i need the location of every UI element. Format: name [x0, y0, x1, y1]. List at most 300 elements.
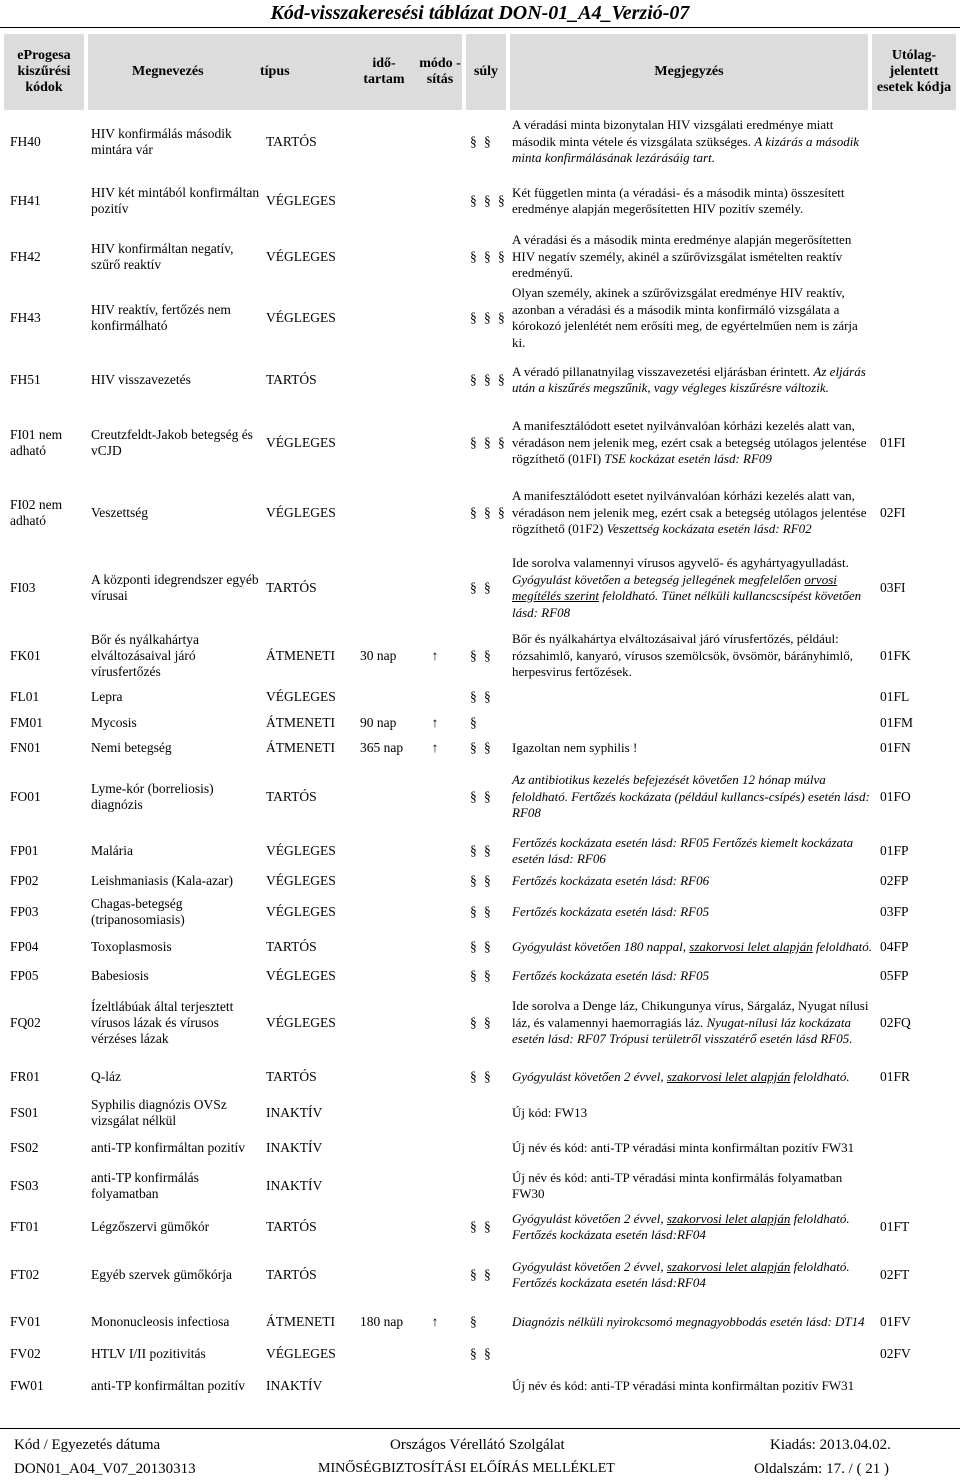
- row-code: FH40: [10, 134, 41, 149]
- row-weight: [470, 408, 510, 478]
- row-code: FM01: [10, 715, 44, 730]
- row-duration: [360, 352, 416, 408]
- row-code: FP02: [10, 873, 39, 888]
- note-segment: TSE kockázat esetén lásd: RF09: [604, 451, 772, 467]
- note-segment: Ide sorolva valamennyi vírusos agyvelő- és agyhártyagyulladást.: [512, 555, 849, 570]
- weight-marks: § §: [470, 873, 491, 888]
- row-later-code: [880, 1096, 940, 1130]
- row-mode-arrow: [420, 1342, 450, 1366]
- row-mode-arrow: [420, 478, 450, 548]
- weight-marks: § §: [470, 134, 491, 149]
- row-duration: [360, 1096, 416, 1130]
- row-duration: [360, 988, 416, 1058]
- row-note: [512, 1302, 872, 1342]
- row-type: VÉGLEGES: [266, 904, 336, 919]
- row-name: Mononucleosis infectiosa: [91, 1314, 230, 1329]
- note-text: [512, 631, 872, 681]
- row-later-code: 01FP: [880, 843, 909, 858]
- note-text: [512, 1105, 587, 1122]
- note-segment: A véradási minta bizonytalan HIV vizsgálati eredménye miatt második minta vétele és vizsgálata szükséges.: [512, 117, 834, 149]
- row-later-code: 01FN: [880, 740, 911, 755]
- row-name: HIV konfirmálás második mintára vár: [91, 126, 232, 157]
- row-note: [512, 112, 872, 172]
- footer-doc-type: MINŐSÉGBIZTOSÍTÁSI ELŐÍRÁS MELLÉKLET: [318, 1461, 615, 1476]
- table-row: [0, 930, 960, 964]
- weight-marks: § §: [470, 1346, 491, 1361]
- header-weight: súly: [466, 34, 506, 110]
- row-weight: [470, 1366, 510, 1406]
- row-code: FP05: [10, 968, 39, 983]
- row-mode-arrow: [420, 988, 450, 1058]
- weight-marks: § § §: [470, 372, 505, 387]
- note-segment: Gyógyulást követően 2 évvel,: [512, 1068, 667, 1084]
- row-type: VÉGLEGES: [266, 193, 336, 208]
- row-type: VÉGLEGES: [266, 435, 336, 450]
- row-later-code: 01FT: [880, 1219, 910, 1234]
- row-note: [512, 548, 872, 628]
- note-segment: feloldható. Tünet nélküli kullancscsípést követően lásd: RF08: [512, 588, 862, 620]
- row-code: FQ02: [10, 1015, 41, 1030]
- row-weight: [470, 834, 510, 868]
- row-weight: [470, 868, 510, 894]
- row-note: [512, 478, 872, 548]
- row-duration: [360, 1366, 416, 1406]
- weight-marks: § § §: [470, 435, 505, 450]
- table-header: [0, 28, 960, 112]
- table-row: [0, 834, 960, 868]
- row-name: HTLV I/II pozitivitás: [91, 1346, 206, 1361]
- row-weight: [470, 988, 510, 1058]
- row-mode-arrow: ↑: [431, 715, 439, 730]
- row-duration: 365 nap: [360, 740, 404, 755]
- row-type: VÉGLEGES: [266, 873, 336, 888]
- row-type: VÉGLEGES: [266, 843, 336, 858]
- row-duration: [360, 1166, 416, 1206]
- row-code: FW01: [10, 1378, 44, 1393]
- weight-marks: §: [470, 1314, 477, 1329]
- note-text: [512, 418, 872, 468]
- row-mode-arrow: [420, 1166, 450, 1206]
- footer-page-number: Oldalszám: 17. / ( 21 ): [754, 1461, 889, 1477]
- table-row: [0, 1366, 960, 1406]
- row-weight: [470, 894, 510, 930]
- row-weight: [470, 628, 510, 684]
- row-weight: [470, 352, 510, 408]
- weight-marks: § §: [470, 689, 491, 704]
- row-name: HIV konfirmáltan negatív, szűrő reaktív: [91, 241, 234, 272]
- row-note: [512, 684, 872, 710]
- note-segment: Új kód: FW13: [512, 1104, 588, 1120]
- weight-marks: § §: [470, 1267, 491, 1282]
- row-mode-arrow: [420, 352, 450, 408]
- footer-doc-code: DON01_A04_V07_20130313: [14, 1461, 196, 1477]
- note-segment: Nyugat-nílusi láz kockázata esetén lásd: RF07 Trópusi területről visszatérő esetén lásd RF05.: [512, 1014, 853, 1047]
- row-name: Malária: [91, 843, 133, 858]
- row-type: ÁTMENETI: [266, 1314, 335, 1329]
- note-segment: feloldható. Fertőzés kockázata esetén lásd:RF04: [512, 1258, 850, 1290]
- row-name: Babesiosis: [91, 968, 149, 983]
- row-note: [512, 930, 872, 964]
- table-row: [0, 1166, 960, 1206]
- row-name: anti-TP konfirmálás folyamatban: [91, 1170, 199, 1201]
- row-mode-arrow: [420, 1058, 450, 1096]
- row-type: ÁTMENETI: [266, 648, 335, 663]
- row-mode-arrow: [420, 1096, 450, 1130]
- row-later-code: 02FP: [880, 873, 909, 888]
- header-name: Megnevezés: [132, 64, 204, 79]
- note-segment: Gyógyulást követően 2 évvel,: [512, 1258, 667, 1274]
- row-type: ÁTMENETI: [266, 715, 335, 730]
- weight-marks: § § §: [470, 193, 505, 208]
- row-note: [512, 230, 872, 284]
- row-name: Creutzfeldt-Jakob betegség és vCJD: [91, 427, 253, 458]
- weight-marks: § §: [470, 968, 491, 983]
- note-segment: orvosi megítélés szerint: [512, 571, 837, 603]
- row-weight: [470, 230, 510, 284]
- weight-marks: § §: [470, 939, 491, 954]
- row-code: FI03: [10, 580, 36, 595]
- row-code: FP01: [10, 843, 39, 858]
- row-weight: [470, 1206, 510, 1248]
- row-note: [512, 172, 872, 230]
- row-type: TARTÓS: [266, 1267, 317, 1282]
- row-code: FH43: [10, 310, 41, 325]
- table-row: [0, 964, 960, 988]
- row-weight: [470, 1096, 510, 1130]
- row-code: FS01: [10, 1105, 39, 1120]
- row-duration: [360, 1206, 416, 1248]
- row-weight: [470, 1166, 510, 1206]
- note-segment: Fertőzés kockázata esetén lásd: RF05 Fertőzés kiemelt kockázata esetén lásd: RF06: [512, 834, 854, 866]
- note-segment: feloldható.: [790, 1068, 850, 1084]
- note-segment: A véradó pillanatnyilag visszavezetési eljárásban érintett.: [512, 363, 814, 379]
- weight-marks: § §: [470, 904, 491, 919]
- row-name: Ízeltlábúak által terjesztett vírusos lázak és vírusos vérzéses lázak: [91, 999, 234, 1046]
- row-weight: [470, 1342, 510, 1366]
- row-code: FI01 nem adható: [10, 427, 63, 458]
- note-text: [512, 1140, 854, 1157]
- note-segment: Az eljárás után a kiszűrés megszűnik, vagy végleges kiszűrésre változik.: [512, 363, 866, 395]
- row-name: Nemi betegség: [91, 740, 172, 755]
- row-later-code: 01FO: [880, 789, 911, 804]
- row-mode-arrow: [420, 834, 450, 868]
- note-text: [512, 232, 872, 282]
- row-note: [512, 834, 872, 868]
- row-type: VÉGLEGES: [266, 310, 336, 325]
- weight-marks: § §: [470, 843, 491, 858]
- row-duration: [360, 172, 416, 230]
- row-mode-arrow: [420, 284, 450, 352]
- row-later-code: [880, 230, 940, 284]
- row-code: FH51: [10, 372, 41, 387]
- row-name: HIV reaktív, fertőzés nem konfirmálható: [91, 302, 231, 333]
- row-later-code: [880, 1166, 940, 1206]
- note-text: [512, 117, 872, 167]
- row-type: INAKTÍV: [266, 1140, 323, 1155]
- row-mode-arrow: [420, 930, 450, 964]
- note-segment: Gyógyulást követően 2 évvel,: [512, 1210, 667, 1226]
- row-mode-arrow: ↑: [431, 1314, 439, 1329]
- row-code: FT01: [10, 1219, 40, 1234]
- table-row: [0, 230, 960, 284]
- row-later-code: 02FI: [880, 505, 906, 520]
- note-segment: feloldható.: [812, 938, 872, 954]
- note-text: [512, 939, 872, 956]
- row-note: [512, 710, 872, 736]
- row-duration: [360, 478, 416, 548]
- row-duration: [360, 1342, 416, 1366]
- row-duration: [360, 1248, 416, 1302]
- note-text: [512, 968, 709, 985]
- row-code: FH42: [10, 249, 41, 264]
- note-text: [512, 1314, 865, 1331]
- note-segment: Fertőzés kockázata esetén lásd: RF06: [512, 872, 710, 888]
- row-type: TARTÓS: [266, 1069, 317, 1084]
- note-text: [512, 740, 637, 757]
- row-name: Bőr és nyálkahártya elváltozásaival járó vírusfertőzés: [91, 632, 199, 679]
- row-type: VÉGLEGES: [266, 1015, 336, 1030]
- row-type: VÉGLEGES: [266, 249, 336, 264]
- row-type: TARTÓS: [266, 580, 317, 595]
- row-name: Légzőszervi gümőkór: [91, 1219, 210, 1234]
- row-later-code: [880, 284, 940, 352]
- note-text: [512, 555, 872, 621]
- row-code: FR01: [10, 1069, 41, 1084]
- row-code: FL01: [10, 689, 40, 704]
- header-code: eProgesa kiszűrési kódok: [4, 34, 84, 110]
- row-duration: [360, 868, 416, 894]
- note-segment: Az antibiotikus kezelés befejezését követően 12 hónap múlva feloldható. Fertőzés kockázata (például kullancs-csípés) esetén lásd: RF08: [512, 772, 870, 821]
- row-note: [512, 1206, 872, 1248]
- row-mode-arrow: [420, 1206, 450, 1248]
- row-name: Chagas-betegség (tripanosomiasis): [91, 896, 185, 927]
- row-duration: [360, 1058, 416, 1096]
- row-weight: [470, 964, 510, 988]
- footer-issue-date: Kiadás: 2013.04.02.: [770, 1437, 891, 1453]
- row-note: [512, 964, 872, 988]
- row-code: FV02: [10, 1346, 41, 1361]
- row-mode-arrow: ↑: [431, 648, 439, 663]
- row-weight: [470, 548, 510, 628]
- note-text: [512, 1259, 872, 1292]
- row-code: FV01: [10, 1314, 41, 1329]
- row-duration: 90 nap: [360, 715, 397, 730]
- row-mode-arrow: [420, 868, 450, 894]
- row-name: Toxoplasmosis: [91, 939, 172, 954]
- table-row: [0, 112, 960, 172]
- row-note: [512, 408, 872, 478]
- row-note: [512, 736, 872, 760]
- row-later-code: 01FV: [880, 1314, 911, 1329]
- weight-marks: §: [470, 715, 477, 730]
- footer-code-label: Kód / Egyezetés dátuma: [14, 1437, 161, 1453]
- note-text: [512, 904, 709, 921]
- row-weight: [470, 710, 510, 736]
- table-row: [0, 408, 960, 478]
- row-later-code: [880, 1366, 940, 1406]
- note-segment: Olyan személy, akinek a szűrővizsgálat eredménye HIV reaktív, azonban a véradási és a második minta konfirmáló vizsgálata a kórokozó jelenlétét nem erősíti meg, de egyértelműen nem is zárja ki.: [512, 285, 858, 350]
- header-mode: módo -sítás: [419, 56, 461, 87]
- row-note: [512, 352, 872, 408]
- note-segment: szakorvosi lelet alapján: [666, 1068, 791, 1084]
- row-code: FP04: [10, 939, 39, 954]
- row-weight: [470, 1130, 510, 1166]
- row-weight: [470, 478, 510, 548]
- row-name: Egyéb szervek gümőkórja: [91, 1267, 232, 1282]
- row-duration: [360, 548, 416, 628]
- note-segment: Bőr és nyálkahártya elváltozásaival járó vírusfertőzés, például: rózsahimlő, kanyaró, vírusos szemölcsök, övsömör, bárányhimlő, herpesvirus fertőzések.: [512, 631, 854, 680]
- row-name: HIV két mintából konfirmáltan pozitív: [91, 185, 260, 216]
- table-row: [0, 760, 960, 834]
- row-weight: [470, 930, 510, 964]
- note-segment: Ide sorolva a Denge láz, Chikungunya vírus, Sárgaláz, Nyugat nílusi láz, és valamennyi haemorragiás láz.: [512, 998, 869, 1030]
- weight-marks: § §: [470, 740, 491, 755]
- row-note: [512, 284, 872, 352]
- row-type: INAKTÍV: [266, 1378, 323, 1393]
- table-row: [0, 284, 960, 352]
- note-segment: Igazoltan nem syphilis !: [512, 739, 638, 755]
- note-text: [512, 835, 872, 868]
- row-name: Leishmaniasis (Kala-azar): [91, 873, 234, 888]
- row-type: TARTÓS: [266, 134, 317, 149]
- table-row: [0, 710, 960, 736]
- table-row: [0, 1342, 960, 1366]
- row-name: anti-TP konfirmáltan pozitív: [91, 1378, 245, 1393]
- table-row: [0, 1302, 960, 1342]
- table-row: [0, 478, 960, 548]
- note-segment: szakorvosi lelet alapján: [666, 1210, 791, 1226]
- row-type: VÉGLEGES: [266, 968, 336, 983]
- row-duration: [360, 930, 416, 964]
- row-type: VÉGLEGES: [266, 1346, 336, 1361]
- row-mode-arrow: [420, 964, 450, 988]
- row-weight: [470, 1302, 510, 1342]
- row-note: [512, 868, 872, 894]
- weight-marks: § §: [470, 1219, 491, 1234]
- row-note: [512, 1342, 872, 1366]
- note-segment: szakorvosi lelet alapján: [689, 938, 813, 954]
- row-type: TARTÓS: [266, 372, 317, 387]
- note-segment: A manifesztálódott esetet nyilvánvalóan kórházi kezelés alatt van, véradáson nem jelenik meg, ezért csak a betegség utólagos jelentése rögzíthető (01F2): [512, 488, 867, 537]
- note-text: [512, 998, 872, 1048]
- weight-marks: § § §: [470, 249, 505, 264]
- note-segment: szakorvosi lelet alapján: [666, 1258, 791, 1274]
- note-segment: A véradási és a második minta eredménye alapján megerősítetten HIV negatív személy, akinél a szűrővizsgálat ismételten reaktív eredményű.: [512, 232, 852, 281]
- row-duration: [360, 684, 416, 710]
- row-mode-arrow: [420, 408, 450, 478]
- row-mode-arrow: [420, 894, 450, 930]
- note-segment: A kizárás a második minta konfirmálásának lezárásáig tart.: [512, 133, 860, 166]
- row-note: [512, 1058, 872, 1096]
- note-segment: Fertőzés kockázata esetén lásd: RF05: [512, 967, 710, 983]
- row-duration: 180 nap: [360, 1314, 404, 1329]
- document-title: Kód-visszakeresési táblázat DON-01_A4_Verzió-07: [270, 2, 690, 24]
- note-segment: Két független minta (a véradási- és a második minta) összesített eredménye alapján megerősítetten HIV pozitív személy.: [512, 184, 845, 216]
- note-text: [512, 364, 872, 397]
- row-later-code: 01FR: [880, 1069, 911, 1084]
- row-type: VÉGLEGES: [266, 689, 336, 704]
- row-type: INAKTÍV: [266, 1178, 323, 1193]
- row-type: VÉGLEGES: [266, 505, 336, 520]
- note-segment: Veszettség kockázata esetén lásd: RF02: [606, 521, 812, 537]
- row-code: FP03: [10, 904, 39, 919]
- row-weight: [470, 1248, 510, 1302]
- row-code: FN01: [10, 740, 41, 755]
- row-note: [512, 894, 872, 930]
- table-row: [0, 684, 960, 710]
- row-later-code: [880, 1130, 940, 1166]
- row-duration: [360, 964, 416, 988]
- table-row: [0, 1248, 960, 1302]
- row-mode-arrow: [420, 760, 450, 834]
- row-duration: [360, 408, 416, 478]
- row-note: [512, 1366, 872, 1406]
- row-later-code: 02FQ: [880, 1015, 911, 1030]
- row-code: FI02 nem adható: [10, 497, 63, 528]
- table-row: [0, 628, 960, 684]
- row-name: Lepra: [91, 689, 123, 704]
- note-text: [512, 772, 872, 822]
- row-code: FH41: [10, 193, 41, 208]
- table-row: [0, 548, 960, 628]
- table-row: [0, 172, 960, 230]
- row-duration: [360, 834, 416, 868]
- table-row: [0, 352, 960, 408]
- row-code: FS03: [10, 1178, 39, 1193]
- row-later-code: 04FP: [880, 939, 909, 954]
- row-note: [512, 1130, 872, 1166]
- row-mode-arrow: [420, 548, 450, 628]
- note-segment: Gyógyulást követően a betegség jellegének megfelelően: [512, 571, 805, 587]
- table-row: [0, 868, 960, 894]
- row-mode-arrow: [420, 112, 450, 172]
- note-text: [512, 873, 709, 890]
- row-code: FO01: [10, 789, 41, 804]
- row-code: FT02: [10, 1267, 40, 1282]
- footer-organization: Országos Vérellátó Szolgálat: [390, 1437, 565, 1453]
- row-type: ÁTMENETI: [266, 740, 335, 755]
- note-segment: Fertőzés kockázata esetén lásd: RF05: [512, 903, 710, 919]
- note-text: [512, 1378, 854, 1395]
- row-later-code: [880, 112, 940, 172]
- row-later-code: 03FI: [880, 580, 906, 595]
- row-later-code: 05FP: [880, 968, 909, 983]
- row-weight: [470, 284, 510, 352]
- row-name: Lyme-kór (borreliosis) diagnózis: [91, 781, 214, 812]
- weight-marks: § §: [470, 1015, 491, 1030]
- row-code: FK01: [10, 648, 41, 663]
- row-name: A központi idegrendszer egyéb vírusai: [91, 572, 259, 603]
- row-later-code: [880, 352, 940, 408]
- row-note: [512, 1096, 872, 1130]
- note-text: [512, 488, 872, 538]
- table-row: [0, 1096, 960, 1130]
- note-segment: Gyógyulást követően 180 nappal,: [512, 938, 690, 954]
- weight-marks: § §: [470, 648, 491, 663]
- note-segment: Diagnózis nélküli nyirokcsomó megnagyobbodás esetén lásd: DT14: [512, 1313, 865, 1329]
- weight-marks: § § §: [470, 505, 505, 520]
- row-type: INAKTÍV: [266, 1105, 323, 1120]
- weight-marks: § § §: [470, 310, 505, 325]
- row-mode-arrow: [420, 1366, 450, 1406]
- note-text: [512, 285, 872, 351]
- weight-marks: § §: [470, 1069, 491, 1084]
- header-later: Utólag-jelentett esetek kódja: [872, 34, 956, 110]
- row-mode-arrow: [420, 230, 450, 284]
- row-type: TARTÓS: [266, 939, 317, 954]
- row-duration: [360, 894, 416, 930]
- note-segment: Új név és kód: anti-TP véradási minta konfirmáltan pozitív FW31: [512, 1377, 855, 1393]
